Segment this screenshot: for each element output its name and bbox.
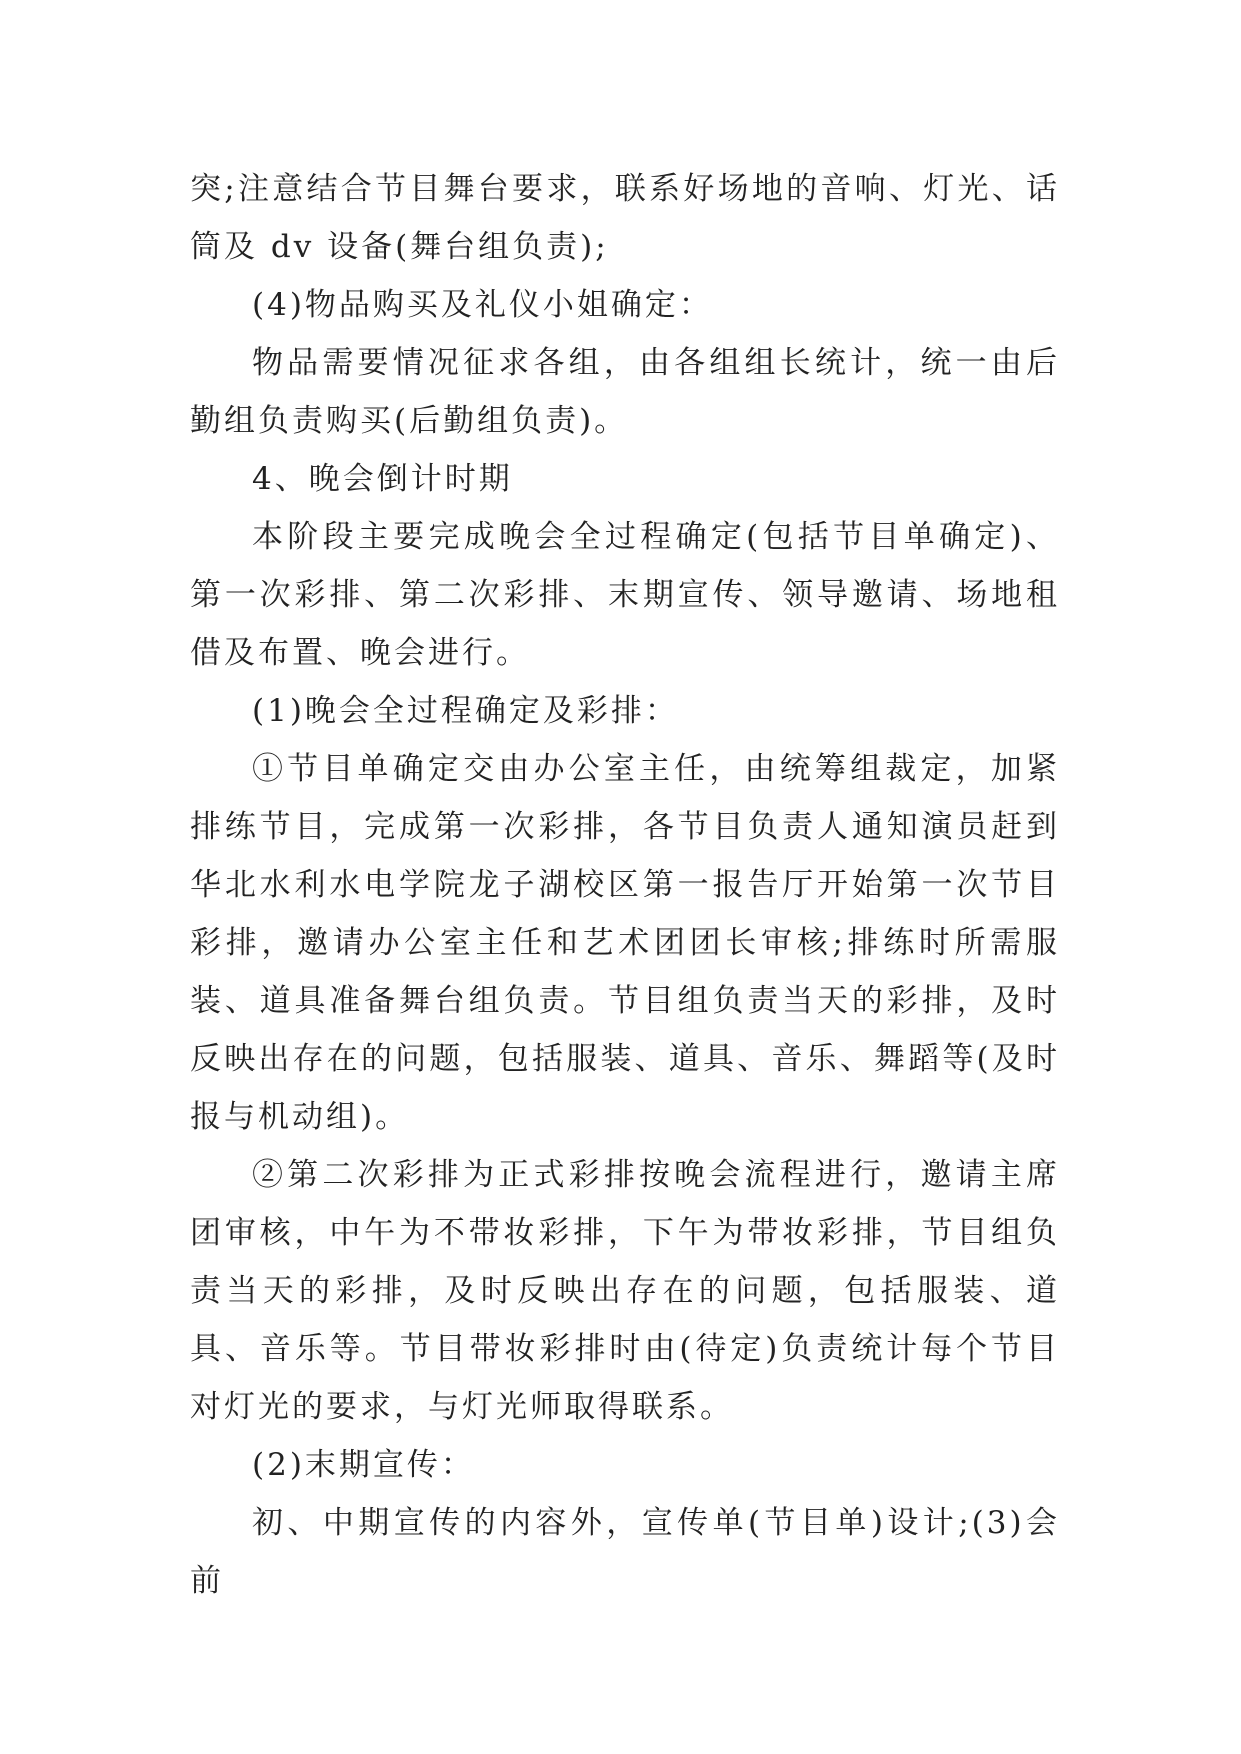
paragraph-1: 突;注意结合节目舞台要求，联系好场地的音响、灯光、话筒及 dv 设备(舞台组负责); bbox=[190, 171, 1060, 265]
paragraph-2: (4)物品购买及礼仪小姐确定： bbox=[252, 287, 713, 323]
paragraph-7: ①节目单确定交由办公室主任，由统筹组裁定，加紧排练节目，完成第一次彩排，各节目负责人通知演员赶到华北水利水电学院龙子湖校区第一报告厅开始第一次节目彩排，邀请办公室主任和艺术团团长审核;排练时所需服装、道具准备舞台组负责。节目组负责当天的彩排，及时反映出存在的问题，包括服装、道具、音乐、舞蹈等(及时报与机动组)。 bbox=[190, 751, 1060, 1135]
paragraph-8: ②第二次彩排为正式彩排按晚会流程进行，邀请主席团审核，中午为不带妆彩排，下午为带妆彩排，节目组负责当天的彩排，及时反映出存在的问题，包括服装、道具、音乐等。节目带妆彩排时由(待定)负责统计每个节目对灯光的要求，与灯光师取得联系。 bbox=[190, 1157, 1060, 1425]
paragraph-6: (1)晚会全过程确定及彩排： bbox=[252, 693, 679, 729]
paragraph-10: 初、中期宣传的内容外，宣传单(节目单)设计;(3)会前 bbox=[190, 1505, 1060, 1599]
paragraph-4: 4、晚会倒计时期 bbox=[252, 461, 513, 497]
document-body bbox=[190, 160, 1060, 1610]
paragraph-9: (2)末期宣传： bbox=[252, 1447, 475, 1483]
paragraph-3: 物品需要情况征求各组，由各组组长统计，统一由后勤组负责购买(后勤组负责)。 bbox=[190, 345, 1060, 439]
paragraph-5: 本阶段主要完成晚会全过程确定(包括节目单确定)、第一次彩排、第二次彩排、末期宣传、领导邀请、场地租借及布置、晚会进行。 bbox=[190, 519, 1060, 671]
